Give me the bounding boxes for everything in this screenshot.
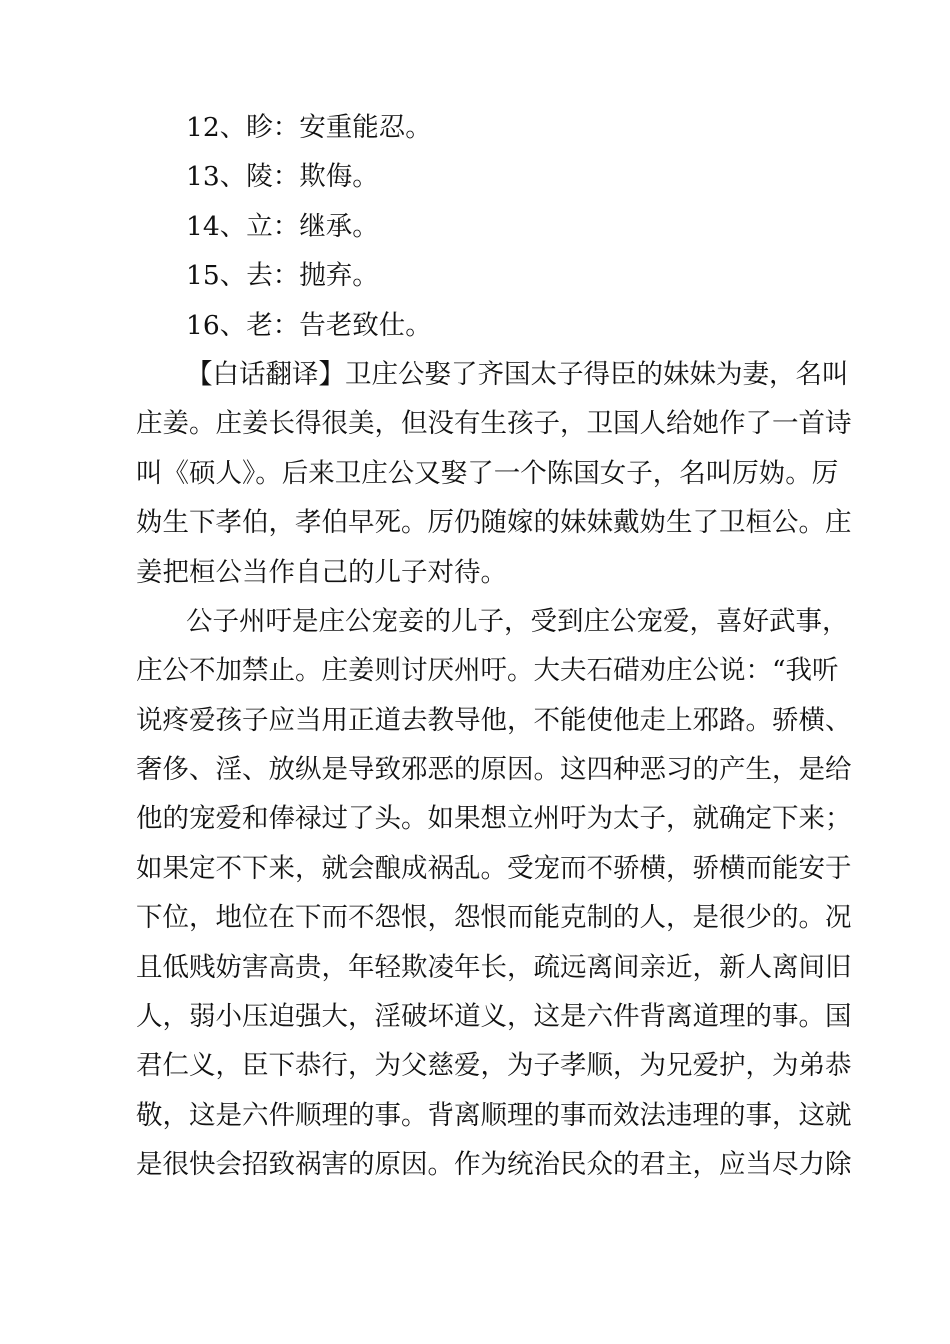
paragraph-line: 敬，这是六件顺理的事。背离顺理的事而效法违理的事，这就 xyxy=(136,1099,852,1131)
paragraph-line: 他的宠爱和俸禄过了头。如果想立州吁为太子，就确定下来； xyxy=(136,803,852,835)
paragraph-line: 下位，地位在下而不怨恨，怨恨而能克制的人，是很少的。况 xyxy=(136,902,852,934)
translation-heading: 【白话翻译】 xyxy=(186,358,345,390)
paragraph-line: 庄公不加禁止。庄姜则讨厌州吁。大夫石碏劝庄公说：“我听 xyxy=(136,655,839,687)
glossary-item-12: 12、眕：安重能忍。 xyxy=(186,112,432,143)
paragraph-line: 说疼爱孩子应当用正道去教导他，不能使他走上邪路。骄横、 xyxy=(136,704,852,736)
paragraph-line: 庄姜。庄姜长得很美，但没有生孩子，卫国人给她作了一首诗 xyxy=(136,408,852,440)
glossary-item-13: 13、陵：欺侮。 xyxy=(186,161,379,193)
paragraph-line: 姜把桓公当作自己的儿子对待。 xyxy=(136,556,507,588)
paragraph-line: 人，弱小压迫强大，淫破坏道义，这是六件背离道理的事。国 xyxy=(136,1001,852,1033)
paragraph-line: 且低贱妨害高贵，年轻欺凌年长，疏远离间亲近，新人离间旧 xyxy=(136,951,852,983)
glossary-item-15: 15、去：抛弃。 xyxy=(186,260,379,292)
paragraph-line: 卫庄公娶了齐国太子得臣的妹妹为妻，名叫 xyxy=(345,358,849,390)
glossary-item-16: 16、老：告老致仕。 xyxy=(186,309,432,341)
paragraph-line: 如果定不下来，就会酿成祸乱。受宠而不骄横，骄横而能安于 xyxy=(136,852,852,884)
document-body xyxy=(136,103,852,1190)
paragraph-line: 君仁义，臣下恭行，为父慈爱，为子孝顺，为兄爱护，为弟恭 xyxy=(136,1050,852,1082)
translation-first-line xyxy=(136,350,849,399)
paragraph-line: 奢侈、淫、放纵是导致邪恶的原因。这四种恶习的产生，是给 xyxy=(136,754,852,786)
paragraph-line: 妫生下孝伯，孝伯早死。厉仍随嫁的妹妹戴妫生了卫桓公。庄 xyxy=(136,507,852,539)
glossary-item-14: 14、立：继承。 xyxy=(186,210,379,242)
paragraph-line: 是很快会招致祸害的原因。作为统治民众的君主，应当尽力除 xyxy=(136,1149,852,1181)
paragraph-line: 公子州吁是庄公宠妾的儿子，受到庄公宠爱，喜好武事， xyxy=(186,605,849,637)
paragraph-line: 叫《硕人》。后来卫庄公又娶了一个陈国女子，名叫厉妫。厉 xyxy=(136,457,839,489)
